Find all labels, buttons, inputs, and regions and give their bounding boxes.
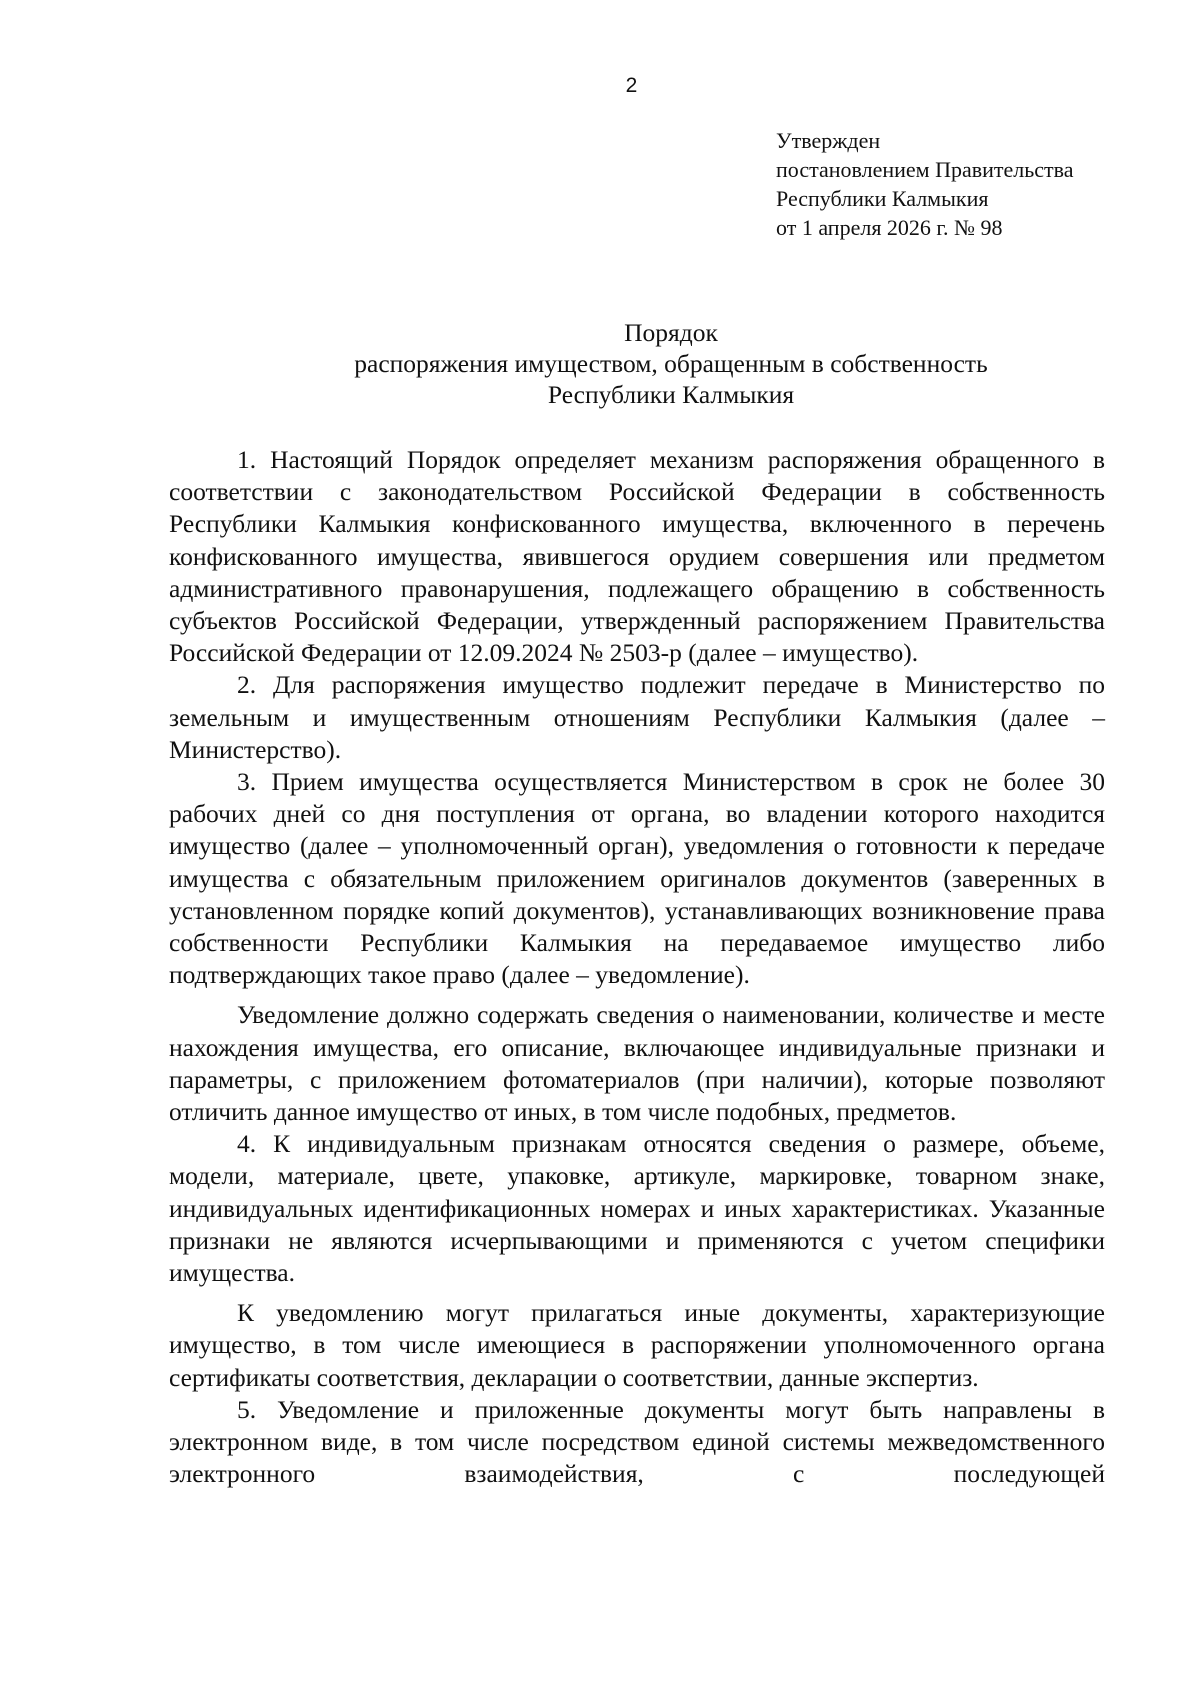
document-body: [169, 444, 1105, 1491]
paragraph: 5. Уведомление и приложенные документы могут быть направлены в электронном виде, в том числе посредством единой системы межведомственного электронного взаимодействия, с последующей: [169, 1394, 1105, 1489]
approval-stamp-block: [776, 126, 1074, 242]
approval-line: Республики Калмыкия: [776, 186, 989, 211]
approval-line: Утвержден: [776, 128, 881, 153]
page-number: 2: [625, 74, 638, 97]
paragraph: 1. Настоящий Порядок определяет механизм распоряжения обращенного в соответствии с законодательством Российской Федерации в собственность Республики Калмыкия конфискованного имущества, включенного в перечень конфискованного имущества, явившегося орудием совершения или предметом административного правонарушения, подлежащего обращению в собственность субъектов Российской Федерации, утвержденный распоряжением Правительства Российской Федерации от 12.09.2024 № 2503-р (далее – имущество).: [169, 445, 1105, 668]
paragraph: 4. К индивидуальным признакам относятся сведения о размере, объеме, модели, материале, цвете, упаковке, артикуле, маркировке, товарном знаке, индивидуальных идентификационных номерах и иных характеристиках. Указанные признаки не являются исчерпывающими и применяются с учетом специфики имущества.: [169, 1129, 1105, 1288]
paragraph: Уведомление должно содержать сведения о наименовании, количестве и месте нахождения имущества, его описание, включающее индивидуальные признаки и параметры, с приложением фотоматериалов (при наличии), которые позволяют отличить данное имущество от иных, в том числе подобных, предметов.: [169, 1000, 1105, 1127]
paragraph: 3. Прием имущества осуществляется Министерством в срок не более 30 рабочих дней со дня поступления от органа, во владении которого находится имущество (далее – уполномоченный орган), уведомления о готовности к передаче имущества с обязательным приложением оригиналов документов (заверенных в установленном порядке копий документов), устанавливающих возникновение права собственности Республики Калмыкия на передаваемое имущество либо подтверждающих такое право (далее – уведомление).: [169, 767, 1105, 990]
document-title: [160, 317, 1182, 410]
paragraph: К уведомлению могут прилагаться иные документы, характеризующие имущество, в том числе имеющиеся в распоряжении уполномоченного органа сертификаты соответствия, декларации о соответствии, данные экспертиз.: [169, 1298, 1105, 1392]
title-line: Республики Калмыкия: [547, 380, 795, 409]
paragraph: 2. Для распоряжения имущество подлежит передаче в Министерство по земельным и имущественным отношениям Республики Калмыкия (далее – Министерство).: [169, 670, 1105, 764]
title-line: распоряжения имуществом, обращенным в собственность: [354, 349, 988, 378]
title-line: Порядок: [624, 318, 718, 347]
approval-line: постановлением Правительства: [776, 157, 1074, 182]
approval-line: от 1 апреля 2026 г. № 98: [776, 215, 1003, 240]
